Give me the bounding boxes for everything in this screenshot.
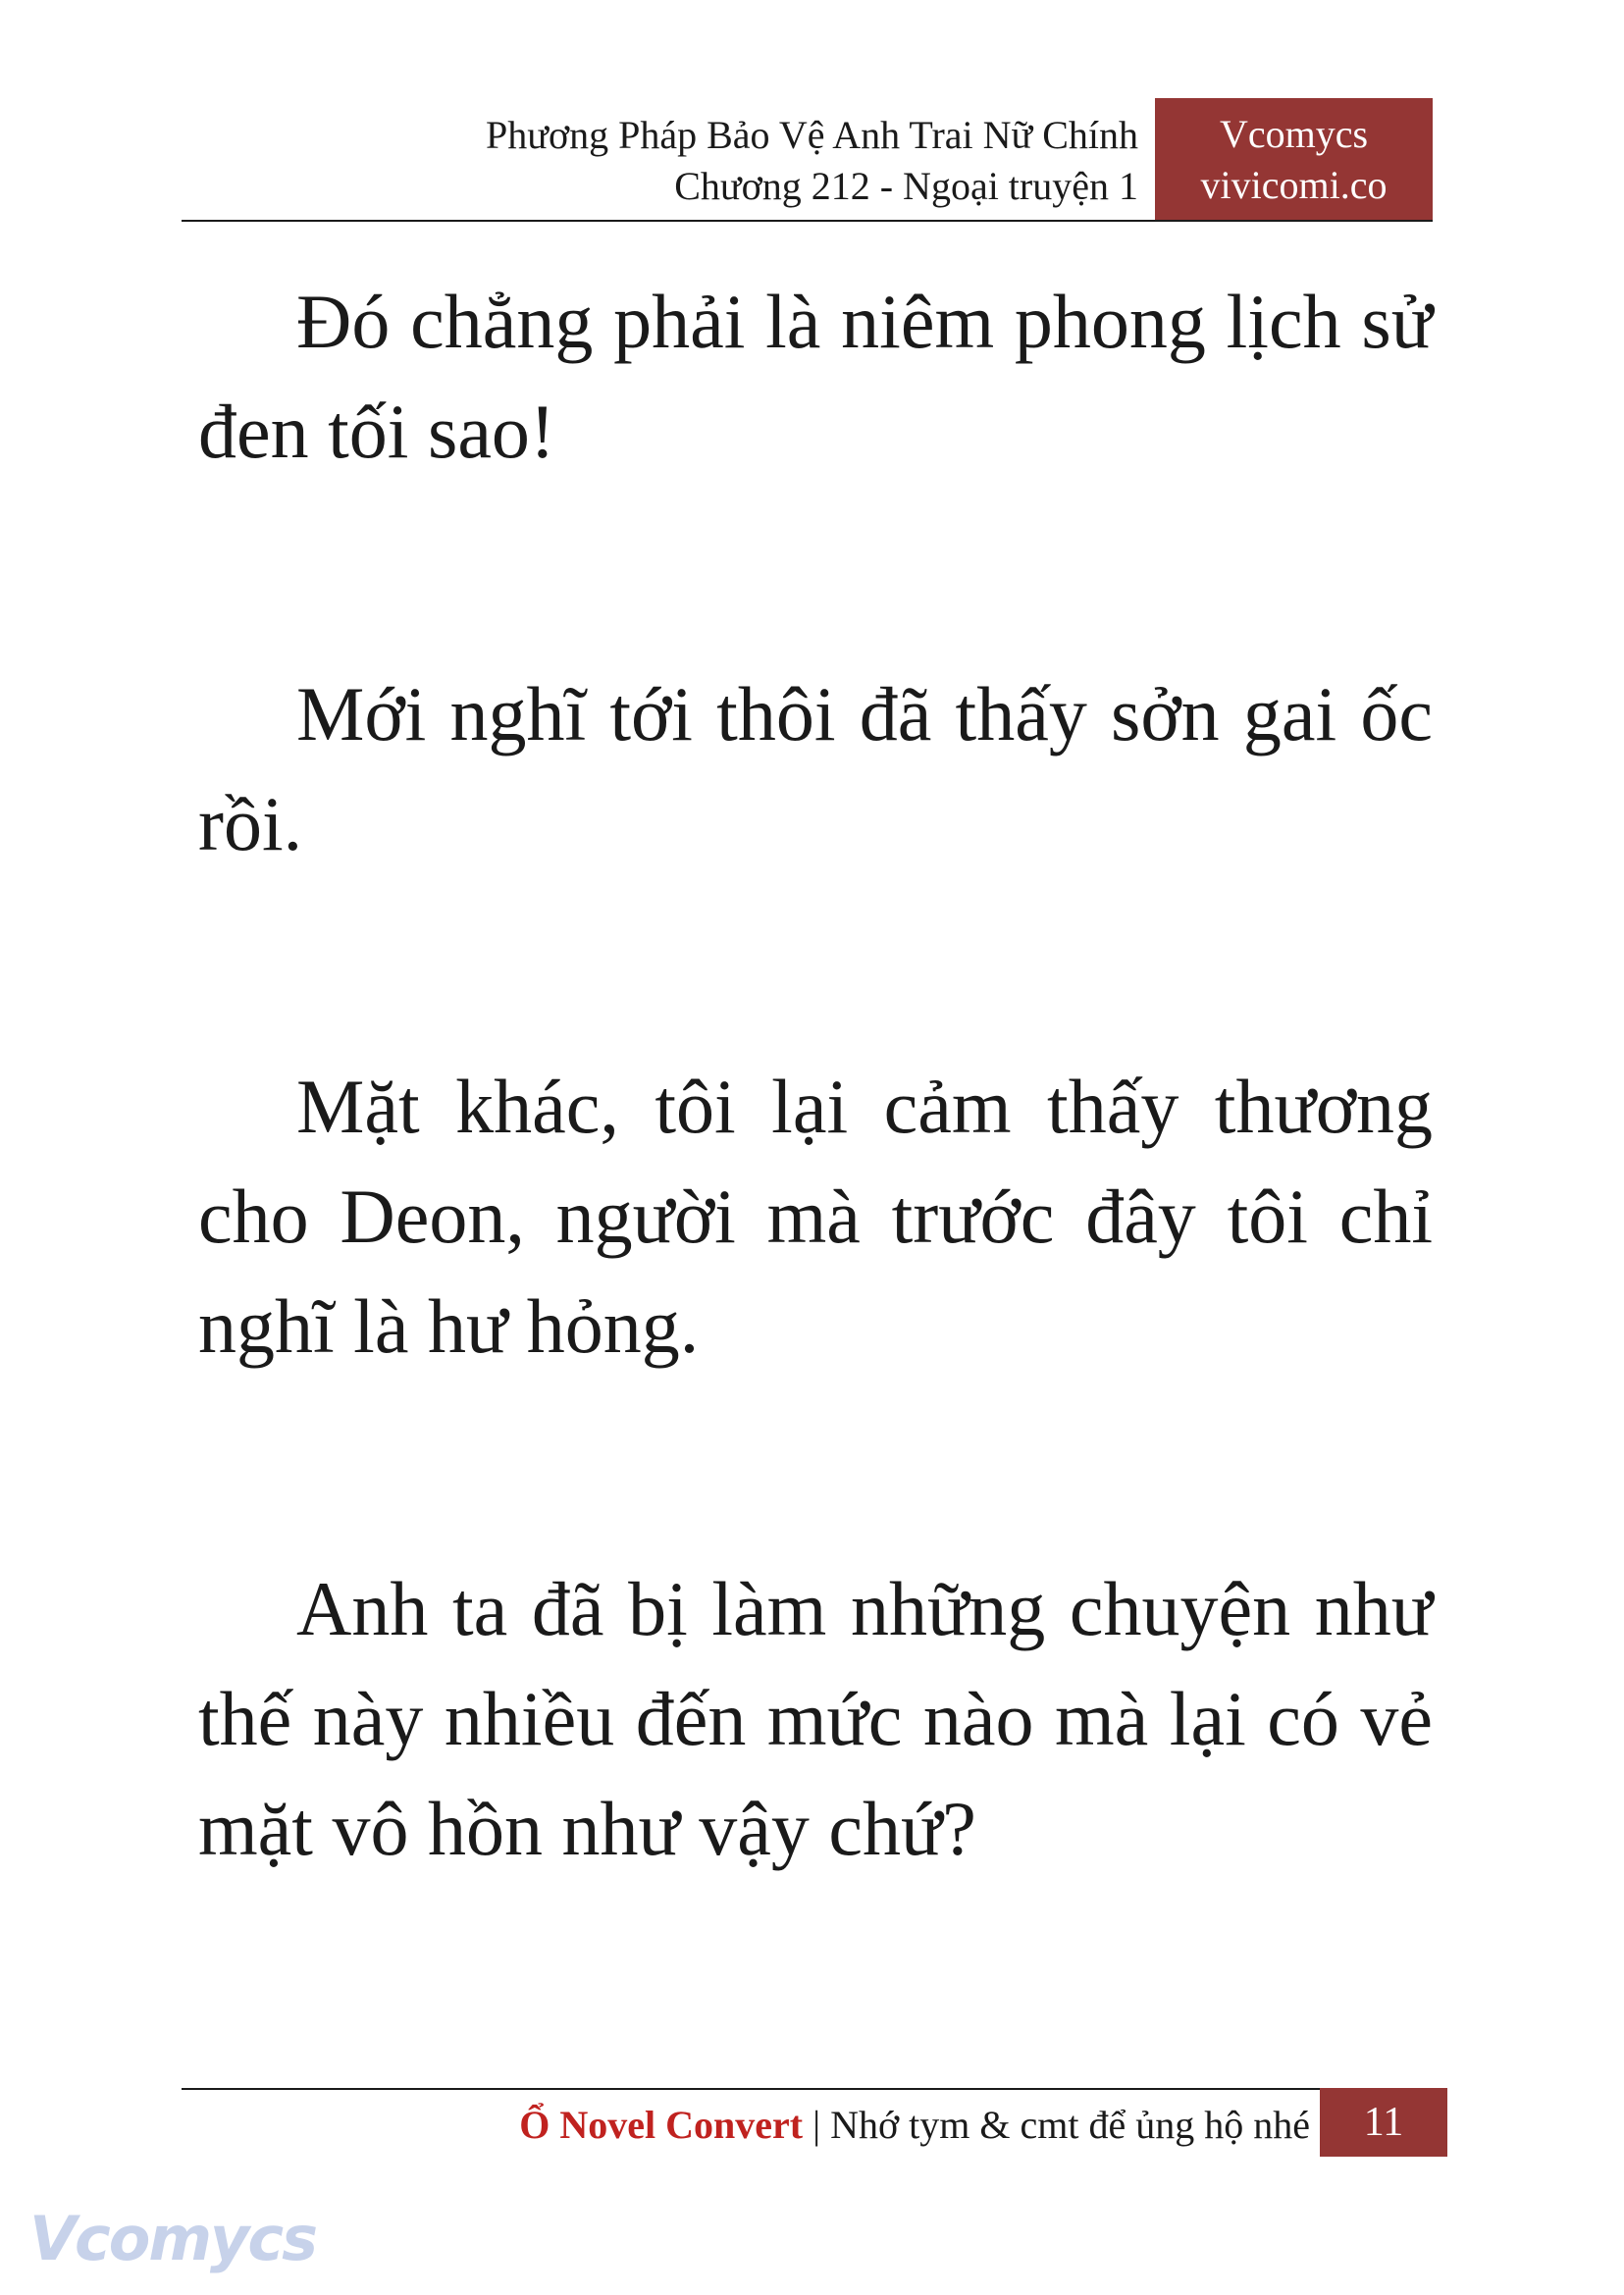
footer-divider [182,2088,1447,2090]
footer-text [519,2100,1310,2151]
badge-site-name: Vcomycs [1219,112,1369,156]
header-titles [486,110,1138,212]
header-divider [182,220,1433,222]
page-number: 11 [1320,2088,1447,2157]
watermark-logo: Vcomycs [29,2203,317,2274]
site-badge [1155,98,1433,221]
paragraph: Mới nghĩ tới thôi đã thấy sởn gai ốc rồi. [198,671,1433,866]
page-header [182,98,1433,221]
book-title: Phương Pháp Bảo Vệ Anh Trai Nữ Chính [486,113,1138,157]
paragraph: Đó chẳng phải là niêm phong lịch sử đen tối sao! [198,279,1433,474]
chapter-title: Chương 212 - Ngoại truyện 1 [674,164,1138,208]
footer-brand: Ổ Novel Convert [519,2103,804,2147]
footer-separator: | [812,2103,821,2147]
paragraph: Mặt khác, tôi lại cảm thấy thương cho Deon, người mà trước đây tôi chỉ nghĩ là hư hỏng. [198,1064,1433,1369]
badge-site-url: vivicomi.co [1200,163,1388,207]
footer-message: Nhớ tym & cmt để ủng hộ nhé [830,2103,1310,2147]
chapter-content [198,267,1433,2057]
paragraph: Anh ta đã bị làm những chuyện như thế này nhiều đến mức nào mà lại có vẻ mặt vô hồn như vậy chứ? [198,1566,1433,1871]
